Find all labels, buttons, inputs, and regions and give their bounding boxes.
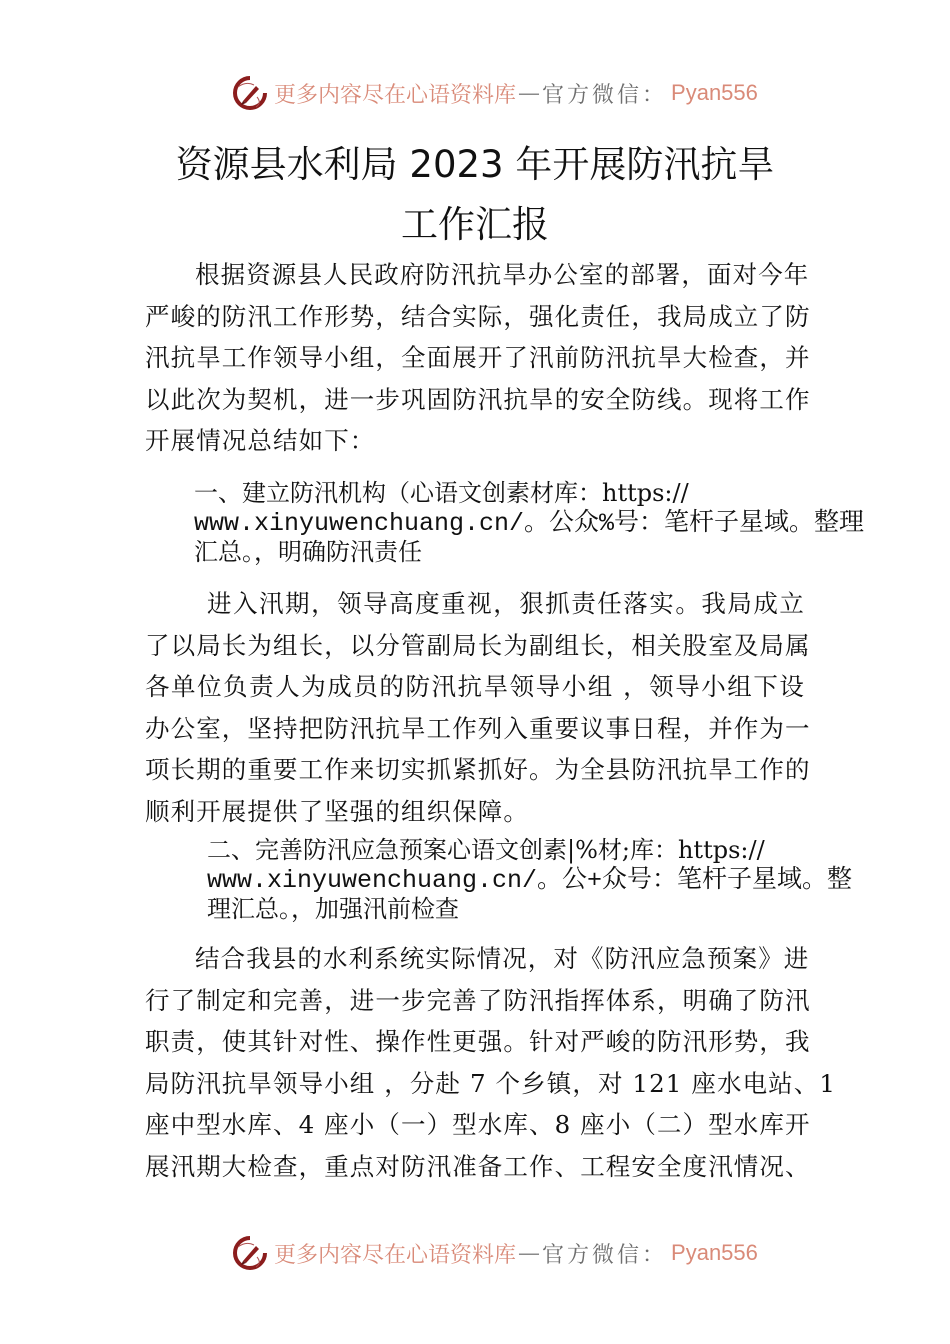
heading-line: www.xinyuwenchuang.cn/。公+众号：笔杆子星域。整 <box>207 865 853 895</box>
heading-line: 汇总。，明确防汛责任 <box>194 538 422 566</box>
document-title-line-2: 工作汇报 <box>401 203 549 246</box>
document-title-line-1: 资源县水利局 2023 年开展防汛抗旱 <box>175 143 775 186</box>
header-watermark-banner <box>232 73 758 113</box>
banner-slogan: 更多内容尽在心语资料库 <box>274 82 517 108</box>
banner-slogan: 更多内容尽在心语资料库 <box>274 1242 517 1268</box>
heading-line: www.xinyuwenchuang.cn/。公众%号：笔杆子星域。整理 <box>194 508 865 538</box>
banner-wechat-label: 官方微信： <box>542 1242 668 1268</box>
paragraph-line: 了以局长为组长，以分管副局长为副组长，相关股室及局属 <box>145 630 811 660</box>
paragraph-line: 职责，使其针对性、操作性更强。针对严峻的防汛形势，我 <box>145 1027 811 1056</box>
quill-pen-logo-icon <box>232 1235 268 1271</box>
paragraph-line: 开展情况总结如下： <box>145 426 376 455</box>
paragraph-line: 项长期的重要工作来切实抓紧抓好。为全县防汛抗旱工作的 <box>145 755 811 784</box>
paragraph-line: 展汛期大检查，重点对防汛准备工作、工程安全度汛情况、 <box>145 1151 811 1181</box>
paragraph-line: 行了制定和完善，进一步完善了防汛指挥体系，明确了防汛 <box>145 985 811 1015</box>
heading-line: 二、完善防汛应急预案心语文创素|%材;库：https:// <box>207 836 765 864</box>
paragraph-line: 严峻的防汛工作形势，结合实际，强化责任，我局成立了防 <box>145 301 811 331</box>
banner-wechat-id: Pyan556 <box>671 80 758 105</box>
paragraph-line: 进入汛期，领导高度重视，狠抓责任落实。我局成立 <box>207 589 805 618</box>
section-2-heading <box>207 836 852 925</box>
banner-wechat-id: Pyan556 <box>671 1240 758 1265</box>
banner-wechat-label: 官方微信： <box>542 82 668 108</box>
paragraph-line: 以此次为契机，进一步巩固防汛抗旱的安全防线。现将工作 <box>145 384 811 414</box>
footer-watermark-banner <box>232 1233 758 1273</box>
banner-dash: — <box>518 1240 541 1266</box>
paragraph-line: 办公室，坚持把防汛抗旱工作列入重要议事日程，并作为一 <box>145 713 811 743</box>
banner-dash: — <box>518 80 541 106</box>
paragraph-line: 座中型水库、4 座小（一）型水库、8 座小（二）型水库开 <box>145 1110 811 1139</box>
section-2-paragraph <box>145 938 837 1187</box>
intro-paragraph <box>145 254 811 462</box>
paragraph-line: 根据资源县人民政府防汛抗旱办公室的部署，面对今年 <box>195 260 810 289</box>
paragraph-line: 结合我县的水利系统实际情况，对《防汛应急预案》进 <box>195 944 810 973</box>
heading-line: 理汇总。，加强汛前检查 <box>207 895 459 923</box>
paragraph-line: 顺利开展提供了坚强的组织保障。 <box>145 796 529 826</box>
quill-pen-logo-icon <box>232 75 268 111</box>
paragraph-line: 局防汛抗旱领导小组 ，分赴 7 个乡镇，对 121 座水电站、1 <box>145 1068 837 1098</box>
heading-line: 一、建立防汛机构（心语文创素材库：https:// <box>194 479 689 507</box>
section-1-paragraph <box>145 583 811 832</box>
paragraph-line: 各单位负责人为成员的防汛抗旱领导小组 ，领导小组下设 <box>145 672 805 701</box>
paragraph-line: 汛抗旱工作领导小组，全面展开了汛前防汛抗旱大检查，并 <box>145 343 811 372</box>
section-1-heading <box>194 479 864 568</box>
